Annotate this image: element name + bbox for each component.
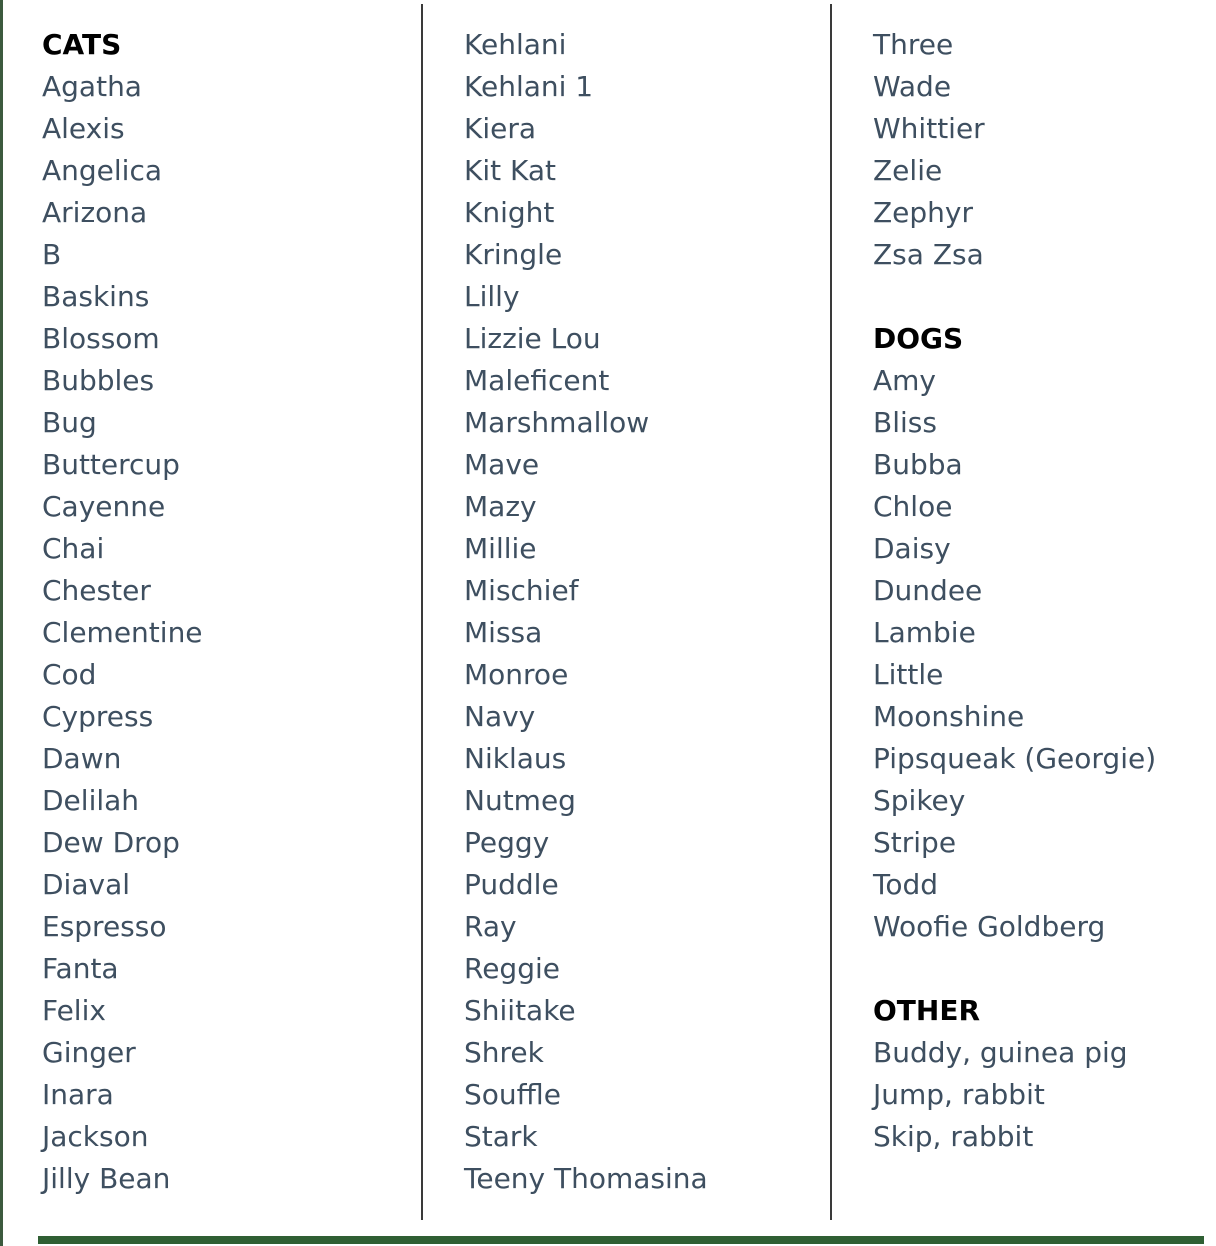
name-list-item: Bubbles [42,364,155,397]
name-list-item: Three [873,28,954,61]
name-list-item: Pipsqueak (Georgie) [873,742,1157,775]
name-list-item: Dawn [42,742,122,775]
name-list-item: Spikey [873,784,966,817]
name-list-item: Todd [873,868,939,901]
name-list-item: Souffle [464,1078,561,1111]
name-list-item: Lambie [873,616,976,649]
names-column-2 [464,24,708,1200]
names-column-1 [42,24,203,1200]
name-list-item: Chloe [873,490,953,523]
name-list-item: Chester [42,574,151,607]
name-list-item: Bug [42,406,97,439]
name-list-item: Chai [42,532,105,565]
name-list-item: Skip, rabbit [873,1120,1034,1153]
name-list-item: Zelie [873,154,943,187]
name-list-item: Knight [464,196,555,229]
name-list-item: Diaval [42,868,131,901]
name-list-item: Mischief [464,574,579,607]
name-list-item: Kehlani [464,28,567,61]
name-list-item: Jump, rabbit [873,1078,1045,1111]
column-divider-1 [421,4,423,1220]
name-list-item: Alexis [42,112,125,145]
section-spacer [873,276,1156,318]
name-list-item: Stark [464,1120,538,1153]
name-list-item: Baskins [42,280,150,313]
section-spacer [873,948,1156,990]
bottom-rule [38,1236,1204,1244]
name-list-item: Marshmallow [464,406,650,439]
name-list-item: Ray [464,910,517,943]
name-list-item: Kiera [464,112,537,145]
name-list-item: Bliss [873,406,937,439]
name-list-item: Angelica [42,154,163,187]
section-heading-cats: CATS [42,28,122,61]
name-list-item: Mave [464,448,540,481]
name-list-item: Zephyr [873,196,974,229]
name-list-item: Peggy [464,826,550,859]
name-list-item: Daisy [873,532,951,565]
name-list-item: Moonshine [873,700,1025,733]
name-list-item: B [42,238,62,271]
name-list-item: Lizzie Lou [464,322,601,355]
name-list-item: Kringle [464,238,563,271]
name-list-item: Bubba [873,448,963,481]
left-border-line [0,0,3,1246]
name-list-item: Amy [873,364,936,397]
name-list-item: Teeny Thomasina [464,1162,708,1195]
name-list-item: Maleficent [464,364,610,397]
name-list-item: Mazy [464,490,537,523]
name-list-item: Jackson [42,1120,149,1153]
name-list-item: Shrek [464,1036,544,1069]
name-list-item: Ginger [42,1036,136,1069]
name-list-item: Lilly [464,280,520,313]
section-heading-dogs: DOGS [873,322,964,355]
name-list-item: Reggie [464,952,560,985]
name-list-item: Monroe [464,658,569,691]
name-list-item: Jilly Bean [42,1162,171,1195]
name-list-item: Puddle [464,868,559,901]
column-divider-2 [830,4,832,1220]
name-list-item: Buddy, guinea pig [873,1036,1128,1069]
name-list-item: Niklaus [464,742,567,775]
name-list-item: Agatha [42,70,142,103]
name-list-item: Zsa Zsa [873,238,984,271]
name-list-item: Buttercup [42,448,180,481]
name-list-item: Nutmeg [464,784,576,817]
name-list-item: Wade [873,70,952,103]
name-list-item: Inara [42,1078,114,1111]
name-list-item: Whittier [873,112,985,145]
name-list-item: Clementine [42,616,203,649]
name-list-item: Cayenne [42,490,166,523]
name-list-item: Delilah [42,784,140,817]
name-list-item: Espresso [42,910,167,943]
name-list-item: Blossom [42,322,160,355]
name-list-item: Stripe [873,826,957,859]
name-list-item: Kit Kat [464,154,557,187]
section-heading-other: OTHER [873,994,981,1027]
name-list-item: Woofie Goldberg [873,910,1106,943]
name-list-item: Missa [464,616,543,649]
name-list-item: Arizona [42,196,148,229]
name-list-item: Kehlani 1 [464,70,594,103]
name-list-item: Dundee [873,574,983,607]
name-list-item: Dew Drop [42,826,180,859]
name-list-item: Navy [464,700,536,733]
name-list-item: Fanta [42,952,119,985]
names-column-3 [873,24,1156,1158]
name-list-item: Cypress [42,700,154,733]
name-list-item: Shiitake [464,994,576,1027]
name-list-item: Millie [464,532,537,565]
name-list-item: Felix [42,994,106,1027]
name-list-item: Little [873,658,944,691]
name-list-item: Cod [42,658,97,691]
